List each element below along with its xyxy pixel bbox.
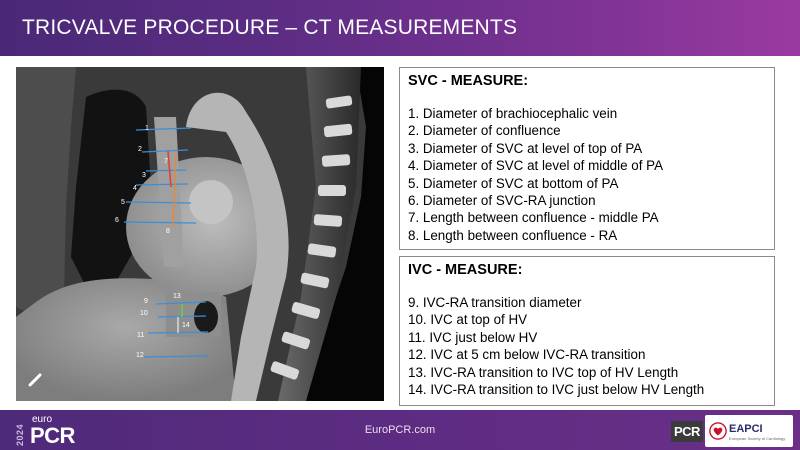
eapci-subtitle: European Society of Cardiology <box>729 436 786 441</box>
eapci-logo <box>705 415 793 447</box>
europcr-logo-euro: euro <box>32 414 53 425</box>
list-item: 9. IVC-RA transition diameter <box>408 295 582 310</box>
europcr-logo-pcr: PCR <box>30 423 75 448</box>
list-item: 6. Diameter of SVC-RA junction <box>408 193 596 209</box>
svc-measure-title: SVC - MEASURE: <box>408 73 529 89</box>
slide-header <box>0 0 800 56</box>
eapci-name: EAPCI <box>729 423 763 435</box>
list-item: 4. Diameter of SVC at level of middle of PA <box>408 158 664 174</box>
ct-label-2: 2 <box>138 146 142 153</box>
ct-label-12: 12 <box>136 352 144 359</box>
ct-label-3: 3 <box>142 172 146 179</box>
event-year: 2024 <box>15 423 25 446</box>
ct-label-13: 13 <box>173 293 181 300</box>
ivc-measure-list <box>408 294 766 398</box>
ivc-measure-title: IVC - MEASURE: <box>408 262 523 278</box>
ct-label-4: 4 <box>133 185 137 192</box>
ct-label-7: 7 <box>164 158 168 165</box>
list-item: 1. Diameter of brachiocephalic vein <box>408 106 618 121</box>
svc-measure-box <box>399 67 775 250</box>
list-item: 2. Diameter of confluence <box>408 123 561 139</box>
ct-scan-illustration <box>16 67 384 401</box>
ct-label-1: 1 <box>145 125 149 132</box>
ct-label-11: 11 <box>137 332 145 339</box>
list-item: 7. Length between confluence - middle PA <box>408 210 659 226</box>
ct-scan-image <box>16 67 384 401</box>
ct-label-14: 14 <box>182 322 190 329</box>
svc-measure-list <box>408 105 766 244</box>
list-item: 8. Length between confluence - RA <box>408 227 618 243</box>
list-item: 14. IVC-RA transition to IVC just below HV Length <box>408 382 705 398</box>
list-item: 12. IVC at 5 cm below IVC-RA transition <box>408 347 646 363</box>
list-item: 13. IVC-RA transition to IVC top of HV Length <box>408 364 679 380</box>
ct-label-10: 10 <box>140 310 148 317</box>
list-item: 11. IVC just below HV <box>408 329 538 345</box>
slide-footer <box>0 410 800 450</box>
heart-icon <box>709 422 727 440</box>
ct-label-5: 5 <box>121 199 125 206</box>
list-item: 5. Diameter of SVC at bottom of PA <box>408 175 619 191</box>
list-item: 10. IVC at top of HV <box>408 312 528 328</box>
ct-label-6: 6 <box>115 217 119 224</box>
slide-title: TRICVALVE PROCEDURE – CT MEASUREMENTS <box>22 16 518 39</box>
list-item: 3. Diameter of SVC at level of top of PA <box>408 140 643 156</box>
ct-label-9: 9 <box>144 298 148 305</box>
pcr-logo-badge: PCR <box>671 421 703 442</box>
ct-label-8: 8 <box>166 228 170 235</box>
ivc-measure-box <box>399 256 775 406</box>
footer-url: EuroPCR.com <box>364 424 436 436</box>
